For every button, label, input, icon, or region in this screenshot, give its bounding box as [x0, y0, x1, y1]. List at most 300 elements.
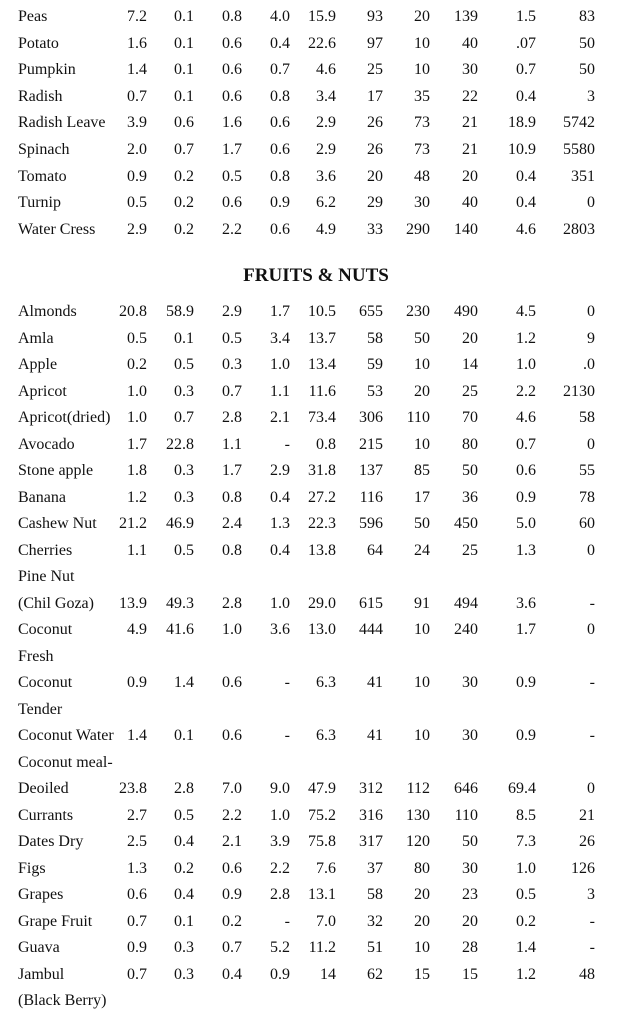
table-row — [0, 697, 632, 723]
value-cell: 0.9 — [222, 886, 242, 903]
value-cell: 0.5 — [222, 167, 242, 185]
value-cell: 1.3 — [516, 541, 536, 559]
table-row — [0, 31, 632, 57]
value-cell: 0.6 — [222, 34, 242, 52]
value-cell: 70 — [462, 409, 478, 426]
table-row — [0, 164, 632, 190]
value-cell: 0.6 — [174, 114, 194, 132]
table-row — [0, 962, 632, 988]
value-cell: 6.3 — [316, 674, 336, 691]
food-name: Apricot — [18, 382, 67, 400]
value-cell: 4.6 — [316, 61, 336, 79]
value-cell: 4.6 — [516, 409, 536, 426]
value-cell: 0.7 — [516, 61, 536, 79]
value-cell: 317 — [359, 833, 383, 850]
value-cell: 4.5 — [516, 303, 536, 320]
value-cell: 0.8 — [222, 8, 242, 25]
value-cell: 0.3 — [174, 939, 194, 956]
food-name: Guava — [18, 939, 60, 956]
value-cell: 10 — [414, 435, 430, 453]
food-name: Tender — [18, 700, 63, 718]
value-cell: 6.3 — [316, 727, 336, 744]
value-cell: 46.9 — [166, 515, 194, 532]
value-cell: 2803 — [563, 220, 595, 238]
value-cell: 20 — [414, 8, 430, 25]
value-cell: .07 — [516, 34, 536, 52]
value-cell: 0 — [587, 541, 595, 559]
value-cell: 20 — [414, 886, 430, 903]
value-cell: 0.8 — [316, 435, 336, 453]
value-cell: 2.2 — [222, 220, 242, 238]
food-name: Coconut Water — [18, 727, 114, 744]
value-cell: 230 — [406, 303, 430, 320]
value-cell: 1.4 — [174, 674, 194, 691]
table-row — [0, 84, 632, 110]
value-cell: 13.7 — [308, 329, 336, 347]
value-cell: 2.8 — [174, 780, 194, 797]
food-name: Pine Nut — [18, 568, 75, 585]
value-cell: 15 — [462, 965, 478, 983]
value-cell: 1.0 — [270, 594, 290, 612]
food-name: Banana — [18, 488, 66, 506]
table-row — [0, 803, 632, 829]
value-cell: 80 — [462, 435, 478, 453]
value-cell: 10 — [414, 356, 430, 373]
value-cell: 17 — [414, 488, 430, 506]
value-cell: 69.4 — [508, 780, 536, 797]
value-cell: - — [589, 912, 595, 930]
value-cell: 26 — [367, 141, 383, 158]
value-cell: 110 — [454, 806, 478, 824]
value-cell: 73 — [414, 141, 430, 158]
value-cell: 0 — [587, 303, 595, 320]
value-cell: 490 — [454, 303, 478, 320]
table-row — [0, 511, 632, 537]
table-row — [0, 644, 632, 670]
value-cell: 120 — [406, 833, 430, 850]
value-cell: 73.4 — [308, 409, 336, 426]
value-cell: 83 — [579, 8, 595, 25]
value-cell: 596 — [359, 515, 383, 532]
value-cell: 7.3 — [516, 833, 536, 850]
value-cell: 0.3 — [222, 356, 242, 373]
value-cell: 1.0 — [516, 859, 536, 877]
value-cell: 0.6 — [222, 859, 242, 877]
value-cell: 51 — [367, 939, 383, 956]
value-cell: 2.9 — [270, 462, 290, 479]
value-cell: 306 — [359, 409, 383, 426]
value-cell: 30 — [462, 61, 478, 79]
value-cell: 58 — [367, 329, 383, 347]
value-cell: 7.2 — [127, 8, 147, 25]
value-cell: 0 — [587, 435, 595, 453]
value-cell: 0.9 — [127, 939, 147, 956]
value-cell: 0.2 — [222, 912, 242, 930]
value-cell: 0.7 — [127, 912, 147, 930]
value-cell: 26 — [579, 833, 595, 850]
value-cell: 0.1 — [174, 87, 194, 105]
value-cell: 0.6 — [222, 727, 242, 744]
value-cell: 29.0 — [308, 594, 336, 612]
table-row — [0, 750, 632, 776]
value-cell: 0.9 — [127, 167, 147, 185]
value-cell: - — [589, 594, 595, 612]
value-cell: 1.4 — [516, 939, 536, 956]
value-cell: 7.0 — [222, 780, 242, 797]
value-cell: 3.4 — [316, 87, 336, 105]
value-cell: 21 — [462, 141, 478, 158]
value-cell: 0.2 — [516, 912, 536, 930]
value-cell: 112 — [406, 780, 430, 797]
value-cell: 139 — [454, 8, 478, 25]
value-cell: 0.4 — [516, 167, 536, 185]
value-cell: 1.8 — [127, 462, 147, 479]
value-cell: 0.9 — [270, 965, 290, 983]
value-cell: 10 — [414, 939, 430, 956]
value-cell: 140 — [454, 220, 478, 238]
value-cell: 0.9 — [127, 674, 147, 691]
value-cell: 0.6 — [222, 674, 242, 691]
value-cell: 3.9 — [127, 114, 147, 132]
food-name: Dates Dry — [18, 833, 84, 850]
table-row — [0, 57, 632, 83]
value-cell: 60 — [579, 515, 595, 532]
value-cell: 40 — [462, 194, 478, 212]
value-cell: 3 — [587, 886, 595, 903]
value-cell: 2.8 — [222, 594, 242, 612]
value-cell: 20 — [367, 167, 383, 185]
value-cell: 0.9 — [270, 194, 290, 212]
value-cell: 30 — [462, 674, 478, 691]
value-cell: 10 — [414, 34, 430, 52]
value-cell: 0.7 — [222, 382, 242, 400]
value-cell: 3.9 — [270, 833, 290, 850]
value-cell: 20 — [462, 912, 478, 930]
food-name: Water Cress — [18, 220, 96, 238]
value-cell: 0.2 — [174, 220, 194, 238]
value-cell: 110 — [406, 409, 430, 426]
table-row — [0, 935, 632, 961]
value-cell: 130 — [406, 806, 430, 824]
table-row — [0, 538, 632, 564]
value-cell: 444 — [359, 621, 383, 638]
value-cell: 1.7 — [222, 462, 242, 479]
value-cell: 50 — [414, 329, 430, 347]
value-cell: 97 — [367, 34, 383, 52]
food-name: Cashew Nut — [18, 515, 97, 532]
value-cell: 2.0 — [127, 141, 147, 158]
table-row — [0, 776, 632, 802]
value-cell: 9.0 — [270, 780, 290, 797]
section-heading: FRUITS & NUTS — [243, 265, 389, 286]
value-cell: 1.1 — [222, 435, 242, 453]
value-cell: 47.9 — [308, 780, 336, 797]
value-cell: 0.4 — [516, 87, 536, 105]
value-cell: 11.2 — [308, 939, 336, 956]
value-cell: 64 — [367, 541, 383, 559]
value-cell: 137 — [359, 462, 383, 479]
value-cell: 2.7 — [127, 806, 147, 824]
value-cell: 91 — [414, 594, 430, 612]
value-cell: 0.7 — [174, 141, 194, 158]
value-cell: 48 — [414, 167, 430, 185]
value-cell: 15 — [414, 965, 430, 983]
table-row — [0, 988, 632, 1014]
value-cell: 0.5 — [174, 356, 194, 373]
value-cell: 1.0 — [270, 806, 290, 824]
value-cell: 26 — [367, 114, 383, 132]
value-cell: 25 — [462, 382, 478, 400]
value-cell: 31.8 — [308, 462, 336, 479]
value-cell: 0.9 — [516, 727, 536, 744]
value-cell: 0.8 — [270, 167, 290, 185]
value-cell: 10.5 — [308, 303, 336, 320]
value-cell: 1.6 — [222, 114, 242, 132]
value-cell: 0.3 — [174, 488, 194, 506]
value-cell: 2.9 — [127, 220, 147, 238]
table-row — [0, 405, 632, 431]
value-cell: 50 — [414, 515, 430, 532]
table-row — [0, 458, 632, 484]
value-cell: 0.6 — [222, 194, 242, 212]
value-cell: 0.9 — [516, 674, 536, 691]
value-cell: 2.9 — [222, 303, 242, 320]
table-row — [0, 352, 632, 378]
table-row — [0, 299, 632, 325]
food-name: Almonds — [18, 303, 77, 320]
food-name: Currants — [18, 806, 74, 824]
value-cell: 0.7 — [222, 939, 242, 956]
value-cell: - — [589, 727, 595, 744]
food-name: Coconut — [18, 621, 73, 638]
value-cell: 41 — [367, 727, 383, 744]
value-cell: - — [589, 939, 595, 956]
food-name: Turnip — [18, 194, 61, 212]
food-name: Amla — [18, 329, 54, 347]
value-cell: 0.5 — [516, 886, 536, 903]
value-cell: 0.8 — [270, 87, 290, 105]
value-cell: 0.5 — [222, 329, 242, 347]
value-cell: 13.9 — [119, 594, 147, 612]
value-cell: 23.8 — [119, 780, 147, 797]
value-cell: 1.0 — [127, 382, 147, 400]
value-cell: 1.0 — [270, 356, 290, 373]
value-cell: 1.1 — [270, 382, 290, 400]
value-cell: 1.2 — [516, 965, 536, 983]
value-cell: 80 — [414, 859, 430, 877]
value-cell: 1.7 — [270, 303, 290, 320]
value-cell: 35 — [414, 87, 430, 105]
value-cell: 13.8 — [308, 541, 336, 559]
value-cell: 0.6 — [516, 462, 536, 479]
food-name: Pumpkin — [18, 61, 76, 79]
value-cell: 14 — [320, 965, 336, 983]
value-cell: 18.9 — [508, 114, 536, 132]
value-cell: 25 — [367, 61, 383, 79]
value-cell: 22.3 — [308, 515, 336, 532]
value-cell: 58 — [579, 409, 595, 426]
food-name: Tomato — [18, 167, 67, 185]
value-cell: 10 — [414, 621, 430, 638]
value-cell: 3.4 — [270, 329, 290, 347]
food-name: Figs — [18, 859, 46, 877]
value-cell: 0.7 — [516, 435, 536, 453]
value-cell: 21.2 — [119, 515, 147, 532]
value-cell: 0.1 — [174, 912, 194, 930]
value-cell: - — [284, 435, 290, 453]
value-cell: 3 — [587, 87, 595, 105]
value-cell: - — [589, 674, 595, 691]
food-name: Apricot(dried) — [18, 409, 111, 426]
value-cell: 2.5 — [127, 833, 147, 850]
value-cell: 10.9 — [508, 141, 536, 158]
value-cell: 27.2 — [308, 488, 336, 506]
value-cell: 0.1 — [174, 34, 194, 52]
food-name: Grapes — [18, 886, 64, 903]
table-row — [0, 856, 632, 882]
food-name: Peas — [18, 8, 48, 25]
value-cell: 7.0 — [316, 912, 336, 930]
value-cell: 41.6 — [166, 621, 194, 638]
value-cell: 13.0 — [308, 621, 336, 638]
food-name: Apple — [18, 356, 58, 373]
value-cell: 0.6 — [127, 886, 147, 903]
value-cell: 450 — [454, 515, 478, 532]
food-name: Deoiled — [18, 780, 69, 797]
value-cell: 73 — [414, 114, 430, 132]
table-row — [0, 829, 632, 855]
value-cell: 0.1 — [174, 727, 194, 744]
value-cell: 2.2 — [516, 382, 536, 400]
food-name: Stone apple — [18, 462, 94, 479]
value-cell: 40 — [462, 34, 478, 52]
value-cell: 0.4 — [222, 965, 242, 983]
value-cell: 20 — [462, 167, 478, 185]
value-cell: 2.4 — [222, 515, 242, 532]
table-row — [0, 617, 632, 643]
value-cell: 1.4 — [127, 727, 147, 744]
value-cell: 10 — [414, 727, 430, 744]
food-name: Radish — [18, 87, 63, 105]
value-cell: 0.6 — [270, 114, 290, 132]
value-cell: 5580 — [563, 141, 595, 158]
value-cell: 41 — [367, 674, 383, 691]
food-name: Coconut meal- — [18, 753, 113, 771]
value-cell: 0.1 — [174, 8, 194, 25]
value-cell: 1.0 — [127, 409, 147, 426]
value-cell: 50 — [462, 462, 478, 479]
food-name: Spinach — [18, 141, 70, 158]
value-cell: 312 — [359, 780, 383, 797]
value-cell: 2.1 — [270, 409, 290, 426]
value-cell: 0.5 — [127, 329, 147, 347]
value-cell: 1.7 — [127, 435, 147, 453]
value-cell: 20 — [414, 382, 430, 400]
value-cell: 0.6 — [270, 220, 290, 238]
table-row — [0, 591, 632, 617]
value-cell: 0.6 — [222, 61, 242, 79]
value-cell: 0.4 — [516, 194, 536, 212]
value-cell: 50 — [462, 833, 478, 850]
value-cell: 78 — [579, 488, 595, 506]
value-cell: 1.2 — [127, 488, 147, 506]
value-cell: 58 — [367, 886, 383, 903]
value-cell: 0 — [587, 780, 595, 797]
value-cell: 50 — [579, 34, 595, 52]
table-row — [0, 110, 632, 136]
value-cell: 11.6 — [308, 382, 336, 400]
value-cell: 0.6 — [270, 141, 290, 158]
table-row — [0, 909, 632, 935]
value-cell: 0.2 — [174, 859, 194, 877]
value-cell: 30 — [462, 859, 478, 877]
value-cell: 0.4 — [270, 488, 290, 506]
value-cell: 0.4 — [270, 34, 290, 52]
value-cell: 1.0 — [516, 356, 536, 373]
value-cell: 22.8 — [166, 435, 194, 453]
value-cell: 0.4 — [270, 541, 290, 559]
value-cell: 3.6 — [316, 167, 336, 185]
value-cell: 2.2 — [222, 806, 242, 824]
value-cell: 1.2 — [516, 329, 536, 347]
value-cell: 8.5 — [516, 806, 536, 824]
value-cell: 2.8 — [222, 409, 242, 426]
value-cell: 0.1 — [174, 329, 194, 347]
value-cell: 2.2 — [270, 859, 290, 877]
value-cell: 240 — [454, 621, 478, 638]
value-cell: 5.0 — [516, 515, 536, 532]
value-cell: 494 — [454, 594, 478, 612]
value-cell: 1.7 — [222, 141, 242, 158]
food-name: Cherries — [18, 541, 73, 559]
value-cell: 351 — [571, 167, 595, 185]
value-cell: 28 — [462, 939, 478, 956]
value-cell: - — [284, 727, 290, 744]
value-cell: 0.8 — [222, 541, 242, 559]
value-cell: 49.3 — [166, 594, 194, 612]
value-cell: 0.7 — [127, 87, 147, 105]
value-cell: 0.1 — [174, 61, 194, 79]
value-cell: 290 — [406, 220, 430, 238]
table-row — [0, 485, 632, 511]
value-cell: 2.8 — [270, 886, 290, 903]
value-cell: 646 — [454, 780, 478, 797]
value-cell: 30 — [414, 194, 430, 212]
value-cell: 32 — [367, 912, 383, 930]
value-cell: 22.6 — [308, 34, 336, 52]
table-row — [0, 432, 632, 458]
value-cell: 4.6 — [516, 220, 536, 238]
value-cell: 0.5 — [174, 806, 194, 824]
value-cell: 1.3 — [127, 859, 147, 877]
value-cell: 0.2 — [174, 194, 194, 212]
food-name: (Chil Goza) — [18, 594, 94, 612]
value-cell: 1.4 — [127, 61, 147, 79]
food-name: Potato — [18, 34, 59, 52]
value-cell: 0.9 — [516, 488, 536, 506]
food-name: Jambul — [18, 965, 65, 983]
value-cell: 126 — [571, 859, 595, 877]
value-cell: 37 — [367, 859, 383, 877]
value-cell: 36 — [462, 488, 478, 506]
value-cell: 33 — [367, 220, 383, 238]
value-cell: 50 — [579, 61, 595, 79]
value-cell: 10 — [414, 61, 430, 79]
value-cell: 215 — [359, 435, 383, 453]
value-cell: 21 — [579, 806, 595, 824]
food-name: Radish Leave — [18, 114, 106, 132]
table-row — [0, 326, 632, 352]
